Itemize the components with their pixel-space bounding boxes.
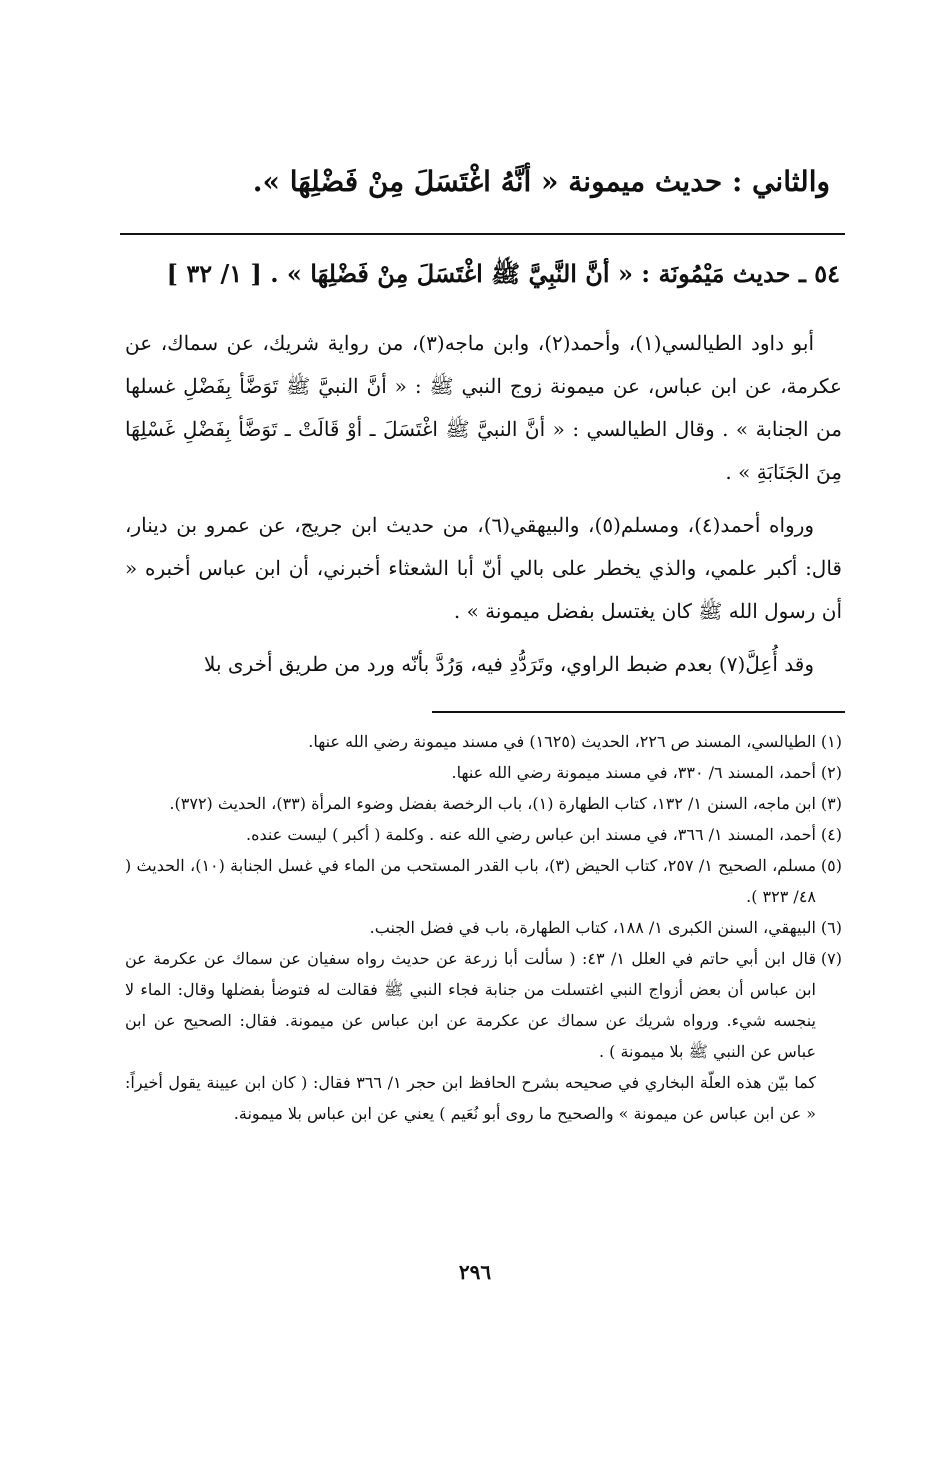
page-number: ٢٩٦ xyxy=(458,1260,492,1284)
footnote-3 xyxy=(125,788,842,819)
paragraph-1 xyxy=(125,322,842,494)
footnotes xyxy=(125,726,842,1129)
footnote-7-continuation: كما بيّن هذه العلّة البخاري في صحيحه بشرح الحافظ ابن حجر ١/ ٣٦٦ فقال: ( كان ابن عيينة يقول أخيراً: « عن ابن عباس عن ميمونة » والصحيح ما روى أبو نُعَيم ) يعني عن ابن عباس بلا ميمونة. xyxy=(125,1073,816,1123)
footnote-5 xyxy=(125,850,842,912)
footnote-number: (٣) xyxy=(820,794,842,813)
footnotes-divider xyxy=(432,711,845,713)
footnote-number: (٢) xyxy=(820,763,842,782)
heading-divider xyxy=(120,233,845,235)
section-heading: والثاني : حديث ميمونة « أنَّهُ اغْتَسَلَ مِنْ فَضْلِهَا ». xyxy=(252,165,830,198)
paragraph-1-text: أبو داود الطيالسي(١)، وأحمد(٢)، وابن ماجه(٣)، من رواية شريك، عن سماك، عن عكرمة، عن ابن عباس، عن ميمونة زوج النبي ﷺ : « أنَّ النبيَّ ﷺ تَوَضَّأ بِفَضْلِ غسلها من الجنابة » . وقال الطيالسي : « أنَّ النبيَّ ﷺ اغْتَسَلَ ـ أوْ قَالَتْ ـ تَوَضَّأ بِفَضْلِ غَسْلِهَا مِنَ الجَنَابَةِ » . xyxy=(125,331,842,484)
footnote-7 xyxy=(125,943,842,1067)
paragraph-2-text: ورواه أحمد(٤)، ومسلم(٥)، والبيهقي(٦)، من حديث ابن جريج، عن عمرو بن دينار، قال: أكبر علمي، والذي يخطر على بالي أنّ أبا الشعثاء أخبرني، أن ابن عباس أخبره « أن رسول الله ﷺ كان يغتسل بفضل ميمونة » . xyxy=(125,513,842,623)
footnote-number: (١) xyxy=(820,732,842,751)
footnote-text: الطيالسي، المسند ص ٢٢٦، الحديث (١٦٢٥) في مسند ميمونة رضي الله عنها. xyxy=(308,732,816,751)
footnote-number: (٦) xyxy=(820,918,842,937)
footnote-text: مسلم، الصحيح ١/ ٢٥٧، كتاب الحيض (٣)، باب القدر المستحب من الماء في غسل الجنابة (١٠)، الحديث ( ٤٨/ ٣٢٣ ). xyxy=(125,856,817,906)
footnote-text: أحمد، المسند ٦/ ٣٣٠، في مسند ميمونة رضي الله عنها. xyxy=(451,763,816,782)
footnote-number: (٥) xyxy=(820,856,842,875)
paragraph-3 xyxy=(125,643,842,686)
footnote-4 xyxy=(125,819,842,850)
hadith-title: ٥٤ ـ حديث مَيْمُونَة : « أنَّ النَّبِيَّ ﷺ اغْتَسَلَ مِنْ فَضْلِهَا » . [ ١/ ٣٢ ] xyxy=(166,259,840,288)
footnote-number: (٧) xyxy=(820,949,842,968)
footnote-1 xyxy=(125,726,842,757)
footnote-6 xyxy=(125,912,842,943)
footnote-text: أحمد، المسند ١/ ٣٦٦، في مسند ابن عباس رضي الله عنه . وكلمة ( أكبر ) ليست عنده. xyxy=(245,825,816,844)
paragraph-3-text: وقد أُعِلَّ(٧) بعدم ضبط الراوي، وتَرَدُّدِ فيه، وَرُدَّ بأنّه ورد من طريق أخرى بلا xyxy=(204,652,814,676)
footnote-number: (٤) xyxy=(820,825,842,844)
footnote-text: قال ابن أبي حاتم في العلل ١/ ٤٣: ( سألت أبا زرعة عن حديث رواه سفيان عن سماك عن عكرمة عن ابن عباس أن بعض أزواج النبي اغتسلت من جنابة فجاء النبي ﷺ فقالت له فتوضأ بفضلها وقال: الماء لا ينجسه شيء. ورواه شريك عن سماك عن عكرمة عن ابن عباس عن ميمونة. فقال: الصحيح عن ابن عباس عن النبي ﷺ بلا ميمونة ) . xyxy=(125,949,817,1061)
footnote-text: البيهقي، السنن الكبرى ١/ ١٨٨، كتاب الطهارة، باب في فضل الجنب. xyxy=(369,918,816,937)
paragraph-2 xyxy=(125,504,842,633)
footnote-text: ابن ماجه، السنن ١/ ١٣٢، كتاب الطهارة (١)، باب الرخصة بفضل وضوء المرأة (٣٣)، الحديث (٣٧٢). xyxy=(169,794,816,813)
footnote-2 xyxy=(125,757,842,788)
